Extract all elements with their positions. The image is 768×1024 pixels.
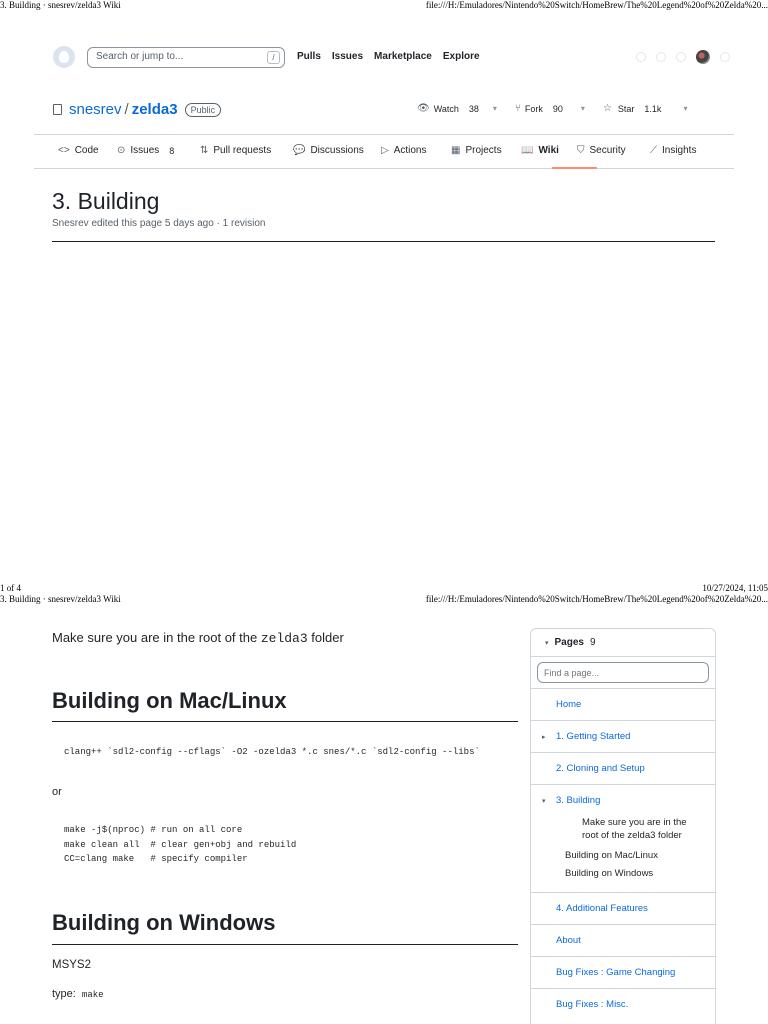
code-line: make -j$(nproc) # run on all core	[64, 825, 243, 835]
tab-pull-requests[interactable]	[200, 145, 271, 156]
tab-issues[interactable]	[117, 145, 174, 156]
print-header-page2	[0, 594, 768, 606]
find-page-container	[531, 657, 715, 689]
active-tab-indicator	[552, 167, 597, 169]
pages-toggle[interactable]	[531, 629, 715, 657]
sidebar-item-getting-started[interactable]	[531, 721, 715, 753]
type-label: type:	[52, 988, 76, 1000]
avatar[interactable]	[696, 50, 710, 64]
tab-projects[interactable]	[451, 145, 502, 156]
print-title: 3. Building · snesrev/zelda3 Wiki	[0, 594, 121, 604]
heading-mac-linux: Building on Mac/Linux	[52, 688, 287, 713]
divider	[52, 721, 518, 722]
code-line: CC=clang make # specify compiler	[64, 854, 248, 864]
tab-pulls-label: Pull requests	[213, 145, 272, 156]
shield-icon: ⛉	[577, 145, 585, 156]
sidebar-item-label: About	[556, 935, 581, 946]
repo-icon	[53, 104, 62, 115]
nav-explore[interactable]: Explore	[442, 51, 480, 62]
print-datetime: 10/27/2024, 11:05	[702, 583, 768, 593]
or-text: or	[52, 786, 62, 798]
search-input[interactable]	[87, 47, 285, 68]
chevron-down-icon[interactable]: ▾	[542, 797, 546, 805]
tab-security-label: Security	[589, 145, 626, 156]
watch-label: Watch	[433, 103, 459, 114]
star-button[interactable]	[603, 103, 688, 114]
chevron-down-icon: ▾	[545, 639, 549, 647]
tab-discussions-label: Discussions	[310, 145, 364, 156]
repo-owner-link[interactable]: snesrev	[69, 101, 122, 118]
play-icon: ▷	[381, 145, 389, 156]
discussion-icon: 💬	[293, 145, 306, 156]
code-line: make clean all # clear gen+obj and rebuild	[64, 839, 297, 850]
print-header-page1	[0, 0, 768, 12]
page-meta: Snesrev edited this page 5 days ago · 1 revision	[52, 218, 266, 229]
sidebar-item-label: Bug Fixes : Game Changing	[556, 967, 676, 978]
watch-button[interactable]	[417, 103, 497, 114]
fork-button[interactable]	[515, 103, 585, 114]
sidebar-sublink[interactable]: Make sure you are in the root of the zelda3 folder	[582, 817, 687, 841]
sidebar-item-home[interactable]	[531, 689, 715, 721]
tab-insights-label: Insights	[662, 145, 697, 156]
nav-pulls[interactable]: Pulls	[297, 51, 321, 62]
intro-text	[52, 630, 344, 646]
sidebar-item-label: 3. Building	[556, 795, 601, 806]
sidebar-sublink[interactable]: Building on Mac/Linux	[565, 849, 658, 861]
pages-title: Pages	[554, 637, 584, 648]
repo-actions	[417, 103, 687, 114]
repo-tabs	[34, 134, 734, 169]
intro-before: Make sure you are in the root of the	[52, 630, 261, 645]
menu-icon[interactable]	[720, 52, 730, 62]
chevron-right-icon[interactable]: ▸	[542, 733, 546, 741]
sidebar-item-label: 4. Additional Features	[556, 903, 648, 914]
tab-wiki[interactable]	[521, 145, 559, 156]
search-placeholder: Search or jump to...	[96, 51, 184, 62]
nav-marketplace[interactable]: Marketplace	[374, 51, 432, 62]
repo-separator: /	[124, 101, 129, 118]
issue-icon: ⊙	[117, 145, 126, 156]
chevron-down-icon[interactable]: ▾	[492, 104, 497, 113]
star-count: 1.1k	[644, 103, 662, 114]
eye-icon: 👁	[417, 103, 430, 114]
sidebar-sublink[interactable]: Building on Windows	[565, 867, 654, 879]
visibility-badge: Public	[185, 103, 222, 117]
divider	[52, 944, 518, 945]
sidebar-item-additional-features[interactable]	[531, 893, 715, 925]
intro-code: zelda3	[260, 631, 308, 646]
chevron-down-icon[interactable]: ▾	[683, 104, 688, 113]
pages-count: 9	[589, 637, 596, 648]
plus-icon[interactable]	[656, 52, 666, 62]
repo-name-link[interactable]: zelda3	[131, 101, 178, 118]
tab-insights[interactable]	[650, 145, 696, 156]
print-url: file:///H:/Emuladores/Nintendo%20Switch/HomeBrew/The%20Legend%20of%20Zelda%20...	[425, 594, 768, 604]
watch-count: 38	[468, 103, 479, 114]
sidebar-item-label: 1. Getting Started	[556, 731, 631, 742]
intro-after: folder	[307, 630, 344, 645]
find-page-input[interactable]	[537, 662, 709, 683]
bell-icon[interactable]	[636, 52, 646, 62]
search-shortcut-key: /	[267, 51, 280, 64]
pull-request-icon: ⇅	[200, 145, 209, 156]
type-code: make	[81, 990, 104, 1000]
repo-title	[53, 101, 221, 118]
code-block-make	[64, 823, 296, 867]
table-icon: ▦	[451, 145, 461, 156]
sidebar-item-label: 2. Cloning and Setup	[556, 763, 645, 774]
chevron-down-icon[interactable]: ▾	[580, 104, 585, 113]
fork-count: 90	[552, 103, 563, 114]
star-label: Star	[617, 103, 635, 114]
tab-issues-label: Issues	[130, 145, 160, 156]
tab-code-label: Code	[74, 145, 99, 156]
nav-issues[interactable]: Issues	[331, 51, 364, 62]
print-page-number: 1 of 4	[0, 583, 21, 593]
sidebar-item-about[interactable]	[531, 925, 715, 957]
chevron-down-icon[interactable]	[676, 52, 686, 62]
tab-wiki-label: Wiki	[538, 145, 559, 156]
header-right	[636, 50, 730, 64]
tab-issues-count: 8	[169, 145, 175, 156]
sidebar-item-label: Bug Fixes : Misc.	[556, 999, 629, 1010]
book-icon: 📖	[521, 145, 534, 156]
print-title: 3. Building · snesrev/zelda3 Wiki	[0, 0, 121, 10]
star-icon: ☆	[602, 103, 612, 114]
github-logo-icon[interactable]	[53, 46, 75, 68]
fork-label: Fork	[524, 103, 543, 114]
sidebar-item-cloning[interactable]	[531, 753, 715, 785]
building-subsections	[531, 816, 715, 882]
tab-projects-label: Projects	[465, 145, 502, 156]
sidebar-item-label: Home	[556, 699, 582, 710]
tab-discussions[interactable]	[293, 145, 364, 156]
sidebar-item-bugfix-game[interactable]	[531, 957, 715, 989]
print-url: file:///H:/Emuladores/Nintendo%20Switch/HomeBrew/The%20Legend%20of%20Zelda%20...	[425, 0, 768, 10]
divider	[52, 241, 715, 242]
wiki-pages-sidebar	[530, 628, 716, 1024]
msys2-heading: MSYS2	[52, 959, 91, 971]
sidebar-item-building[interactable]	[531, 785, 715, 893]
heading-windows: Building on Windows	[52, 910, 276, 935]
sidebar-item-bugfix-misc[interactable]	[531, 989, 715, 1020]
page-title: 3. Building	[52, 188, 160, 214]
code-icon: <>	[58, 145, 70, 156]
tab-security[interactable]	[577, 145, 626, 156]
graph-icon: ⟋	[650, 145, 657, 156]
code-block-clang: clang++ `sdl2-config --cflags` -O2 -ozelda3 *.c snes/*.c `sdl2-config --libs`	[64, 747, 480, 757]
fork-icon: ⑂	[514, 103, 521, 114]
top-nav	[297, 51, 480, 62]
tab-actions[interactable]	[381, 145, 427, 156]
tab-code[interactable]	[58, 145, 99, 156]
type-line	[52, 988, 104, 1000]
tab-actions-label: Actions	[393, 145, 427, 156]
